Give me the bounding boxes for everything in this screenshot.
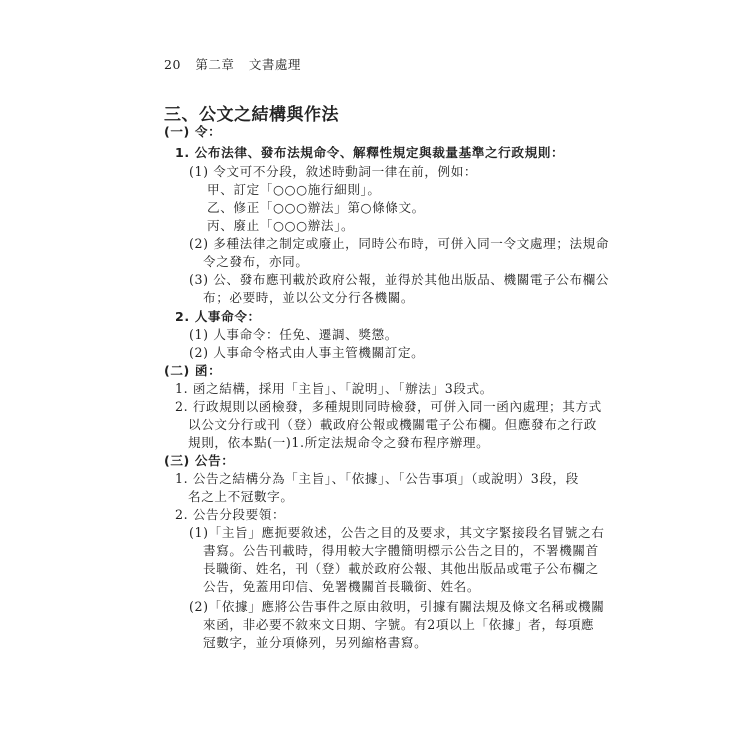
paragraph-line: (1) 人事命令：任免、遷調、獎懲。: [189, 327, 398, 342]
subsection-heading-announcement: (三) 公告：: [164, 453, 235, 468]
page-number: 20: [164, 57, 181, 72]
paragraph-line: 2. 行政規則以函檢發，多種規則同時檢發，可併入同一函內處理；其方式: [175, 399, 602, 414]
section-title: 三、公文之結構與作法: [164, 105, 339, 125]
paragraph-line: 名之上不冠數字。: [188, 489, 294, 504]
subsection-heading-order: (一) 令：: [164, 124, 222, 139]
paragraph-line: 公告，免蓋用印信、免署機關首長職銜、姓名。: [203, 579, 481, 594]
paragraph-line: 令之發布，亦同。: [203, 254, 309, 269]
paragraph-line: 1. 函之結構，採用「主旨」、「說明」、「辦法」3段式。: [175, 381, 493, 396]
paragraph-line: (2) 人事命令格式由人事主管機關訂定。: [189, 345, 425, 360]
paragraph-line: 冠數字，並分項條列，另列縮格書寫。: [203, 635, 428, 650]
example-line: 甲、訂定「○○○施行細則」。: [207, 182, 381, 197]
paragraph-line: 來函，非必要不敘來文日期、字號。有2項以上「依據」者，每項應: [203, 617, 595, 632]
paragraph-line: (1)「主旨」應扼要敘述，公告之目的及要求，其文字緊接段名冒號之右: [189, 525, 605, 540]
paragraph-line: 布；必要時，並以公文分行各機關。: [203, 290, 415, 305]
example-line: 乙、修正「○○○辦法」第○條條文。: [207, 200, 425, 215]
chapter-label: 第二章: [195, 57, 235, 72]
paragraph-line: 1. 公告之結構分為「主旨」、「依據」、「公告事項」（或說明）3段，段: [175, 471, 579, 486]
paragraph-line: (1) 令文可不分段，敘述時動詞一律在前，例如：: [189, 164, 478, 179]
paragraph-line: 規則，依本點(一)1.所定法規命令之發布程序辦理。: [188, 435, 490, 450]
chapter-title: 文書處理: [248, 57, 301, 72]
example-line: 丙、廢止「○○○辦法」。: [207, 218, 355, 233]
paragraph-line: (2) 多種法律之制定或廢止，同時公布時，可併入同一令文處理；法規命: [189, 236, 610, 251]
subsection-heading-letter: (二) 函：: [164, 363, 222, 378]
paragraph-line: 書寫。公告刊載時，得用較大字體簡明標示公告之目的，不署機關首: [203, 543, 599, 558]
paragraph-line: (2)「依據」應將公告事件之原由敘明，引據有關法規及條文名稱或機關: [189, 599, 605, 614]
paragraph-line: (3) 公、發布應刊載於政府公報，並得於其他出版品、機關電子公布欄公: [189, 272, 610, 287]
paragraph-line: 2. 公告分段要領：: [175, 507, 286, 522]
paragraph-line: 以公文分行或刊（登）載政府公報或機關電子公布欄。但應發布之行政: [188, 417, 598, 432]
paragraph-line: 長職銜、姓名，刊（登）載於政府公報、其他出版品或電子公布欄之: [203, 561, 599, 576]
item-heading: 2. 人事命令：: [175, 309, 261, 324]
item-heading: 1. 公布法律、發布法規命令、解釋性規定與裁量基準之行政規則：: [175, 145, 565, 160]
running-header: [164, 55, 301, 73]
